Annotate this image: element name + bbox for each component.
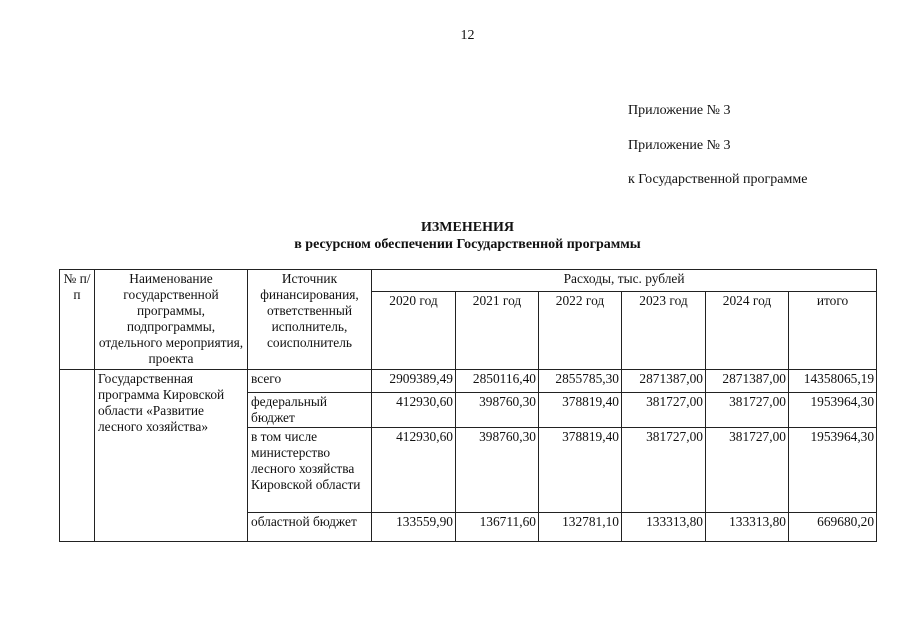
value-cell: 133559,90 (372, 513, 456, 542)
value-cell: 136711,60 (456, 513, 539, 542)
appendix-line-1: Приложение № 3 (628, 103, 731, 118)
appendix-line-2: Приложение № 3 (628, 138, 731, 153)
value-cell: 669680,20 (789, 513, 877, 542)
value-cell: 398760,30 (456, 428, 539, 513)
value-cell: 133313,80 (706, 513, 789, 542)
page-number: 12 (460, 28, 475, 43)
value-cell: 381727,00 (706, 428, 789, 513)
value-cell: 2850116,40 (456, 370, 539, 393)
source-cell: в том числе министерство лесного хозяйства Кировской области (248, 428, 372, 513)
value-cell: 378819,40 (539, 393, 622, 428)
value-cell: 133313,80 (622, 513, 706, 542)
header-name: Наименование государственной программы, подпрограммы, отдельного мероприятия, проекта (95, 270, 248, 370)
value-cell: 14358065,19 (789, 370, 877, 393)
header-year: 2020 год (372, 292, 456, 370)
value-cell: 1953964,30 (789, 428, 877, 513)
header-year: 2024 год (706, 292, 789, 370)
header-year: 2023 год (622, 292, 706, 370)
appendix-line-3: к Государственной программе (628, 172, 808, 187)
value-cell: 1953964,30 (789, 393, 877, 428)
value-cell: 2871387,00 (706, 370, 789, 393)
table-row (60, 370, 877, 393)
value-cell: 2855785,30 (539, 370, 622, 393)
header-num: № п/п (60, 270, 95, 370)
source-cell: всего (248, 370, 372, 393)
program-name: Государственная программа Кировской области «Развитие лесного хозяйства» (95, 370, 248, 542)
value-cell: 2909389,49 (372, 370, 456, 393)
value-cell: 381727,00 (622, 428, 706, 513)
value-cell: 412930,60 (372, 428, 456, 513)
value-cell: 398760,30 (456, 393, 539, 428)
header-source: Источник финансирования, ответственный исполнитель, соисполнитель (248, 270, 372, 370)
source-cell: федеральный бюджет (248, 393, 372, 428)
value-cell: 412930,60 (372, 393, 456, 428)
title-line-2: в ресурсном обеспечении Государственной программы (294, 237, 641, 252)
value-cell: 381727,00 (706, 393, 789, 428)
header-expenses: Расходы, тыс. рублей (372, 270, 877, 292)
header-year: 2021 год (456, 292, 539, 370)
value-cell: 378819,40 (539, 428, 622, 513)
value-cell: 381727,00 (622, 393, 706, 428)
value-cell: 132781,10 (539, 513, 622, 542)
header-total: итого (789, 292, 877, 370)
row-num-cell (60, 370, 95, 542)
document-title (0, 219, 905, 253)
value-cell: 2871387,00 (622, 370, 706, 393)
resource-table (59, 269, 877, 542)
header-year: 2022 год (539, 292, 622, 370)
title-line-1: ИЗМЕНЕНИЯ (421, 220, 514, 235)
header-row-1 (60, 270, 877, 292)
source-cell: областной бюджет (248, 513, 372, 542)
